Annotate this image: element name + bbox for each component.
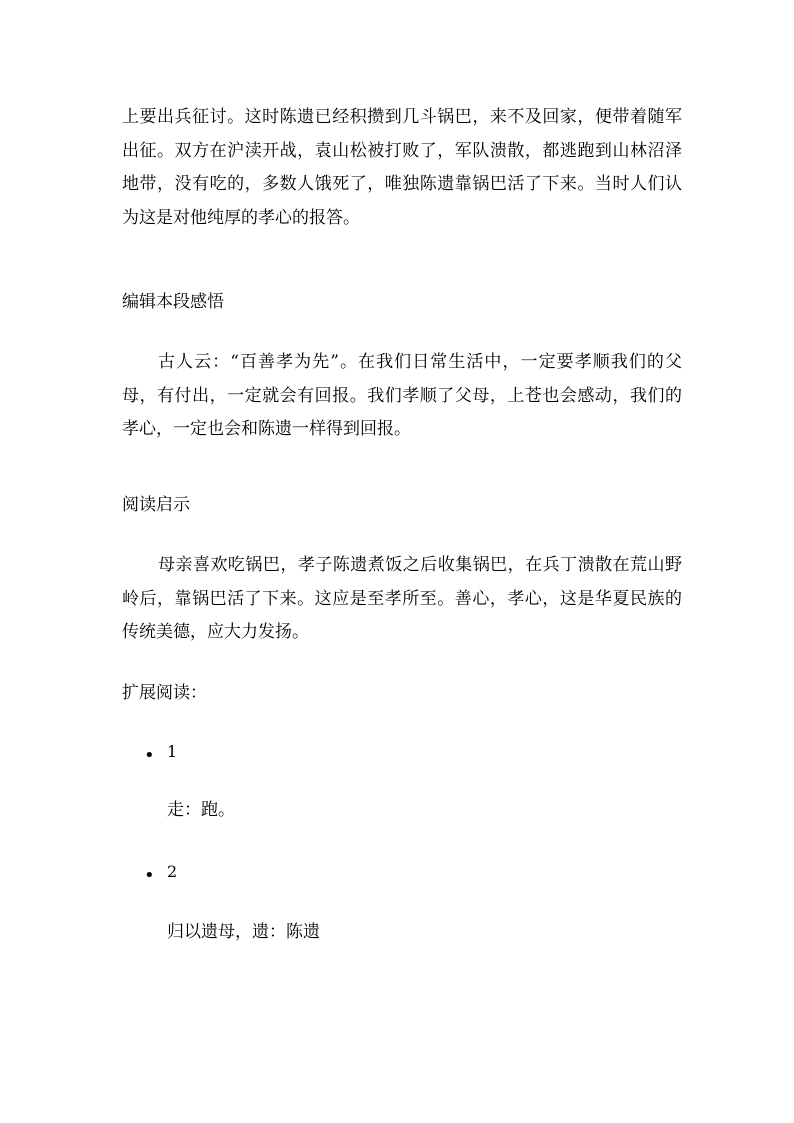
reflection-paragraph: 古人云：“百善孝为先”。在我们日常生活中，一定要孝顺我们的父母，有付出，一定就会有回报。我们孝顺了父母，上苍也会感动，我们的孝心，一定也会和陈遗一样得到回报。 [122, 352, 682, 439]
bullet-icon: • [144, 745, 155, 766]
list-item-text: 归以遗母，遗：陈遗 [167, 922, 320, 942]
reflection-heading: 编辑本段感悟 [122, 292, 224, 312]
insight-paragraph: 母亲喜欢吃锅巴，孝子陈遗煮饭之后收集锅巴，在兵丁溃散在荒山野岭后，靠锅巴活了下来。这应是至孝所至。善心，孝心，这是华夏民族的传统美德，应大力发扬。 [122, 555, 682, 642]
list-item-number: 2 [167, 862, 178, 881]
insight-heading: 阅读启示 [122, 495, 190, 515]
bullet-icon: • [144, 865, 155, 886]
list-item-number: 1 [167, 742, 178, 761]
story-paragraph: 上要出兵征讨。这时陈遗已经积攒到几斗锅巴，来不及回家，便带着随军出征。双方在沪渎开战，袁山松被打败了，军队溃散，都逃跑到山林沼泽地带，没有吃的，多数人饿死了，唯独陈遗靠锅巴活了下来。当时人们认为这是对他纯厚的孝心的报答。 [122, 107, 682, 228]
list-item-text: 走：跑。 [167, 800, 235, 820]
extended-reading-heading: 扩展阅读： [122, 683, 207, 703]
